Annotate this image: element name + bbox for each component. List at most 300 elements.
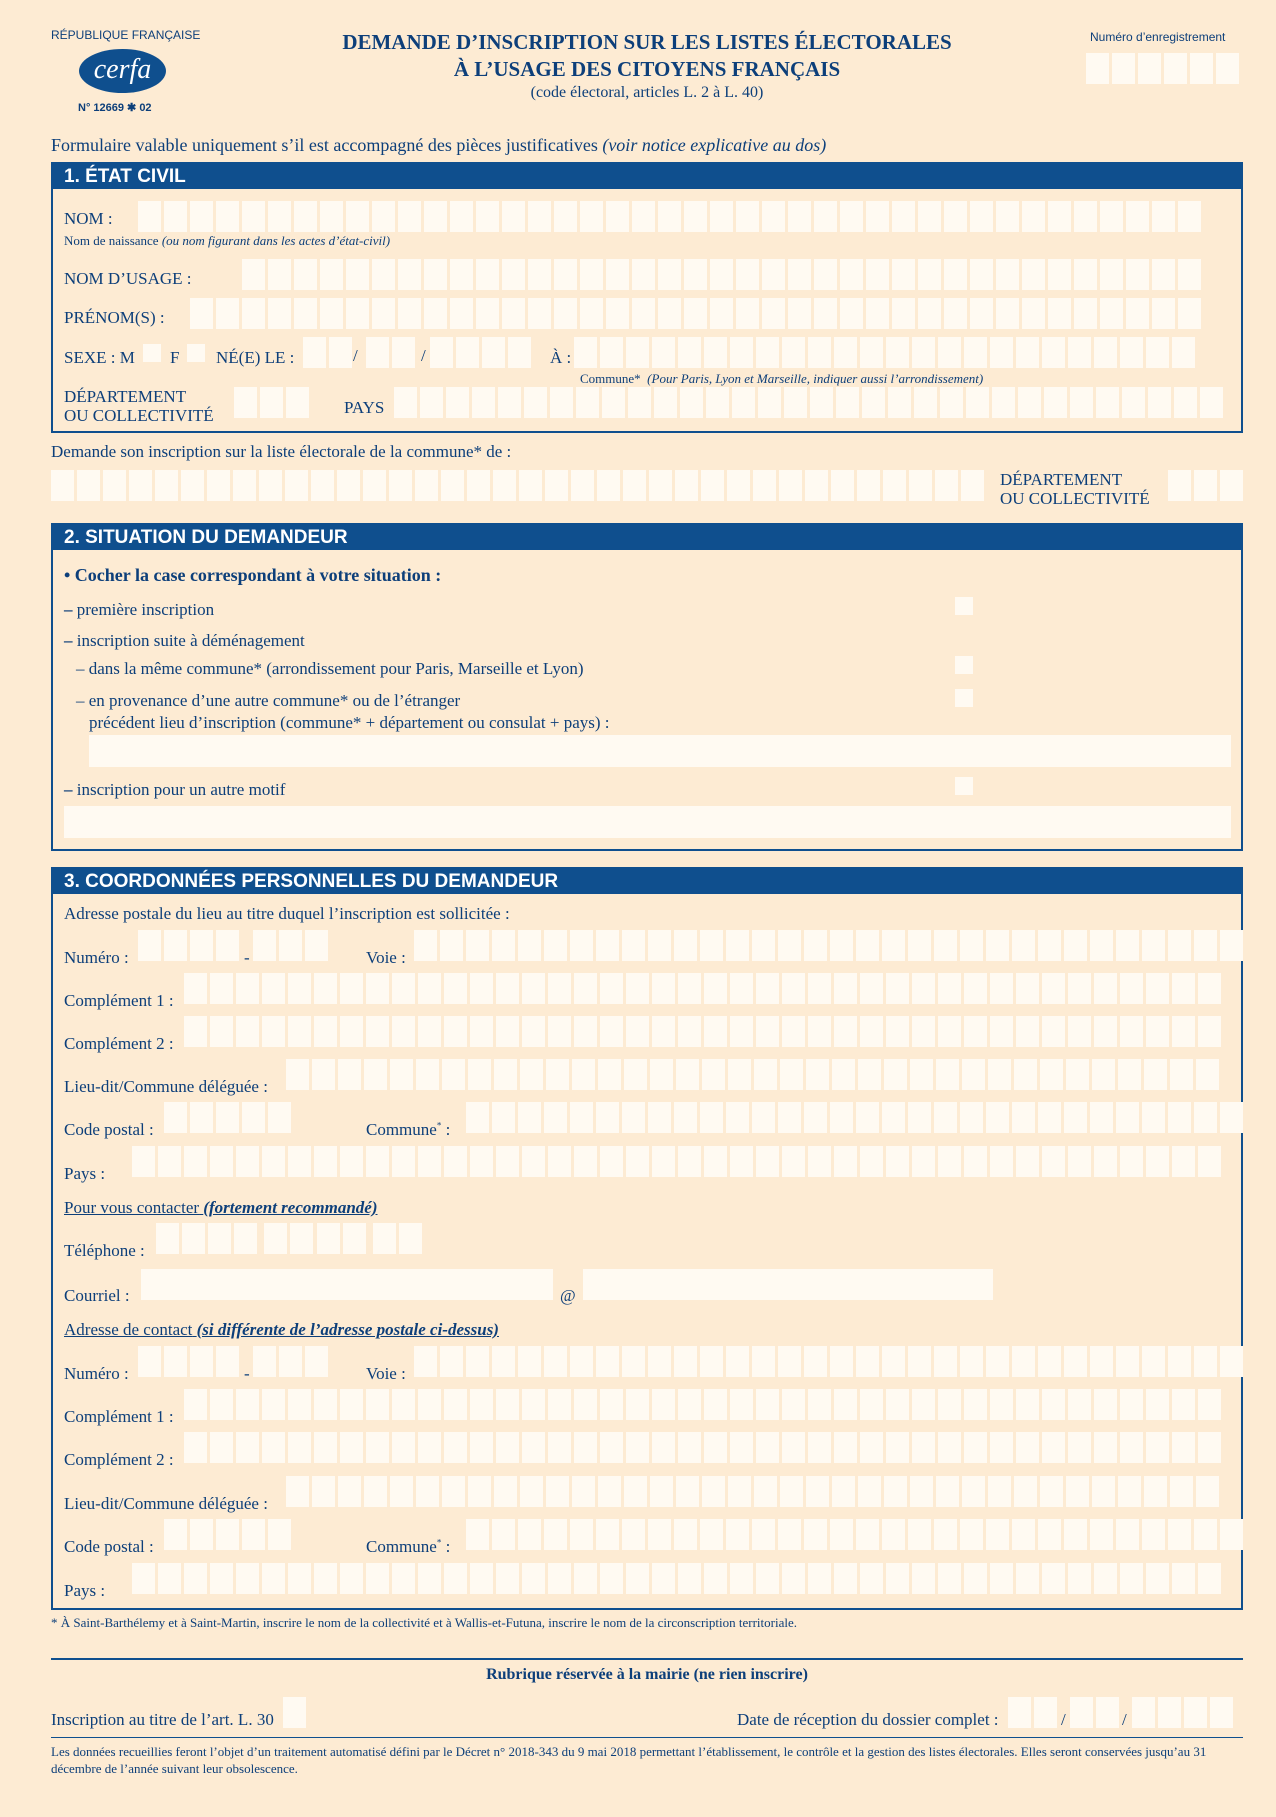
char-box[interactable] xyxy=(390,1059,413,1090)
char-box[interactable] xyxy=(1092,1476,1115,1507)
char-box[interactable] xyxy=(1172,1016,1195,1047)
char-box[interactable] xyxy=(606,201,629,232)
char-box[interactable] xyxy=(311,470,334,501)
char-box[interactable] xyxy=(834,973,857,1004)
char-box[interactable] xyxy=(1038,1102,1061,1133)
char-box[interactable] xyxy=(450,259,473,290)
contact-pays-field[interactable] xyxy=(132,1563,1221,1594)
char-box[interactable] xyxy=(184,1146,207,1177)
char-box[interactable] xyxy=(780,1476,803,1507)
char-box[interactable] xyxy=(680,387,703,418)
char-box[interactable] xyxy=(970,259,993,290)
char-box[interactable] xyxy=(600,1389,623,1420)
commune-field[interactable] xyxy=(466,1102,1243,1133)
char-box[interactable] xyxy=(1178,298,1201,329)
char-box[interactable] xyxy=(470,1432,493,1463)
char-box[interactable] xyxy=(522,1016,545,1047)
char-box[interactable] xyxy=(444,1563,467,1594)
contact-numero-suffix-field[interactable] xyxy=(253,1346,328,1377)
char-box[interactable] xyxy=(756,973,779,1004)
char-box[interactable] xyxy=(398,259,421,290)
char-box[interactable] xyxy=(886,1432,909,1463)
char-box[interactable] xyxy=(210,973,233,1004)
char-box[interactable] xyxy=(494,1476,517,1507)
char-box[interactable] xyxy=(290,1223,313,1254)
char-box[interactable] xyxy=(548,973,571,1004)
char-box[interactable] xyxy=(570,930,593,961)
char-box[interactable] xyxy=(674,1102,697,1133)
char-box[interactable] xyxy=(944,259,967,290)
char-box[interactable] xyxy=(496,1146,519,1177)
char-box[interactable] xyxy=(996,298,1019,329)
char-box[interactable] xyxy=(1170,1059,1193,1090)
precedent-lieu-field[interactable] xyxy=(89,735,1231,767)
char-box[interactable] xyxy=(882,1519,905,1550)
char-box[interactable] xyxy=(883,470,906,501)
char-box[interactable] xyxy=(858,1476,881,1507)
char-box[interactable] xyxy=(184,973,207,1004)
contact-complement2-field[interactable] xyxy=(184,1432,1221,1463)
char-box[interactable] xyxy=(470,1389,493,1420)
char-box[interactable] xyxy=(548,1146,571,1177)
char-box[interactable] xyxy=(908,1102,931,1133)
char-box[interactable] xyxy=(834,1432,857,1463)
char-box[interactable] xyxy=(730,337,753,368)
char-box[interactable] xyxy=(1194,1102,1217,1133)
char-box[interactable] xyxy=(882,930,905,961)
char-box[interactable] xyxy=(303,337,326,368)
char-box[interactable] xyxy=(496,1016,519,1047)
char-box[interactable] xyxy=(1194,930,1217,961)
char-box[interactable] xyxy=(730,1016,753,1047)
char-box[interactable] xyxy=(806,1476,829,1507)
char-box[interactable] xyxy=(934,1102,957,1133)
birth-day-field[interactable] xyxy=(303,337,352,368)
char-box[interactable] xyxy=(522,1563,545,1594)
char-box[interactable] xyxy=(164,201,187,232)
char-box[interactable] xyxy=(674,930,697,961)
char-box[interactable] xyxy=(1016,1432,1039,1463)
char-box[interactable] xyxy=(288,1146,311,1177)
char-box[interactable] xyxy=(546,1059,569,1090)
char-box[interactable] xyxy=(158,1563,181,1594)
char-box[interactable] xyxy=(1012,1519,1035,1550)
char-box[interactable] xyxy=(346,298,369,329)
char-box[interactable] xyxy=(970,201,993,232)
char-box[interactable] xyxy=(908,930,931,961)
char-box[interactable] xyxy=(988,1059,1011,1090)
char-box[interactable] xyxy=(288,1563,311,1594)
char-box[interactable] xyxy=(912,1432,935,1463)
char-box[interactable] xyxy=(830,1346,853,1377)
char-box[interactable] xyxy=(236,1563,259,1594)
char-box[interactable] xyxy=(782,1563,805,1594)
char-box[interactable] xyxy=(704,1389,727,1420)
char-box[interactable] xyxy=(210,1563,233,1594)
char-box[interactable] xyxy=(389,470,412,501)
char-box[interactable] xyxy=(520,1059,543,1090)
char-box[interactable] xyxy=(441,470,464,501)
char-box[interactable] xyxy=(574,1146,597,1177)
char-box[interactable] xyxy=(1070,387,1093,418)
char-box[interactable] xyxy=(912,1146,935,1177)
char-box[interactable] xyxy=(392,1563,415,1594)
char-box[interactable] xyxy=(860,337,883,368)
char-box[interactable] xyxy=(1116,1102,1139,1133)
char-box[interactable] xyxy=(597,470,620,501)
char-box[interactable] xyxy=(182,1223,205,1254)
char-box[interactable] xyxy=(892,201,915,232)
char-box[interactable] xyxy=(626,1016,649,1047)
pays-field[interactable] xyxy=(394,387,1223,418)
char-box[interactable] xyxy=(831,470,854,501)
char-box[interactable] xyxy=(236,1016,259,1047)
char-box[interactable] xyxy=(1042,1016,1065,1047)
char-box[interactable] xyxy=(658,201,681,232)
char-box[interactable] xyxy=(372,259,395,290)
char-box[interactable] xyxy=(622,1519,645,1550)
char-box[interactable] xyxy=(416,1059,439,1090)
char-box[interactable] xyxy=(606,298,629,329)
char-box[interactable] xyxy=(886,1146,909,1177)
char-box[interactable] xyxy=(574,1432,597,1463)
char-box[interactable] xyxy=(866,201,889,232)
complement2-field[interactable] xyxy=(184,1016,1221,1047)
char-box[interactable] xyxy=(1074,201,1097,232)
char-box[interactable] xyxy=(966,387,989,418)
char-box[interactable] xyxy=(1022,298,1045,329)
char-box[interactable] xyxy=(912,1563,935,1594)
char-box[interactable] xyxy=(1198,1563,1221,1594)
char-box[interactable] xyxy=(944,298,967,329)
char-box[interactable] xyxy=(814,201,837,232)
char-box[interactable] xyxy=(944,201,967,232)
char-box[interactable] xyxy=(752,1346,775,1377)
char-box[interactable] xyxy=(834,1563,857,1594)
char-box[interactable] xyxy=(856,930,879,961)
char-box[interactable] xyxy=(1220,1346,1243,1377)
char-box[interactable] xyxy=(684,259,707,290)
char-box[interactable] xyxy=(964,1146,987,1177)
char-box[interactable] xyxy=(830,1519,853,1550)
char-box[interactable] xyxy=(756,1389,779,1420)
char-box[interactable] xyxy=(1168,930,1191,961)
char-box[interactable] xyxy=(544,1519,567,1550)
char-box[interactable] xyxy=(1152,201,1175,232)
meme-commune-checkbox[interactable] xyxy=(955,656,973,674)
voie-field[interactable] xyxy=(414,930,1243,961)
char-box[interactable] xyxy=(340,1389,363,1420)
telephone-field-2[interactable] xyxy=(208,1223,257,1254)
char-box[interactable] xyxy=(758,387,781,418)
char-box[interactable] xyxy=(886,337,909,368)
char-box[interactable] xyxy=(674,1519,697,1550)
char-box[interactable] xyxy=(502,298,525,329)
char-box[interactable] xyxy=(778,1519,801,1550)
sexe-m-checkbox[interactable] xyxy=(143,344,161,362)
char-box[interactable] xyxy=(1068,1563,1091,1594)
char-box[interactable] xyxy=(1194,1519,1217,1550)
char-box[interactable] xyxy=(860,1389,883,1420)
char-box[interactable] xyxy=(1144,1059,1167,1090)
char-box[interactable] xyxy=(1042,973,1065,1004)
char-box[interactable] xyxy=(1064,930,1087,961)
char-box[interactable] xyxy=(648,1346,671,1377)
char-box[interactable] xyxy=(884,1059,907,1090)
char-box[interactable] xyxy=(676,1476,699,1507)
char-box[interactable] xyxy=(1126,201,1149,232)
char-box[interactable] xyxy=(466,1346,489,1377)
char-box[interactable] xyxy=(236,1432,259,1463)
char-box[interactable] xyxy=(918,298,941,329)
char-box[interactable] xyxy=(314,1563,337,1594)
char-box[interactable] xyxy=(430,337,453,368)
char-box[interactable] xyxy=(934,930,957,961)
char-box[interactable] xyxy=(600,1016,623,1047)
char-box[interactable] xyxy=(704,1016,727,1047)
char-box[interactable] xyxy=(1074,259,1097,290)
char-box[interactable] xyxy=(1146,337,1169,368)
char-box[interactable] xyxy=(652,1432,675,1463)
char-box[interactable] xyxy=(340,1563,363,1594)
char-box[interactable] xyxy=(814,259,837,290)
char-box[interactable] xyxy=(1094,1389,1117,1420)
numero-field[interactable] xyxy=(138,930,239,961)
char-box[interactable] xyxy=(456,337,479,368)
char-box[interactable] xyxy=(908,1519,931,1550)
char-box[interactable] xyxy=(518,930,541,961)
char-box[interactable] xyxy=(996,201,1019,232)
char-box[interactable] xyxy=(546,1476,569,1507)
char-box[interactable] xyxy=(730,1432,753,1463)
autre-commune-checkbox[interactable] xyxy=(955,689,973,707)
char-box[interactable] xyxy=(936,1059,959,1090)
char-box[interactable] xyxy=(418,1146,441,1177)
char-box[interactable] xyxy=(934,1346,957,1377)
char-box[interactable] xyxy=(496,973,519,1004)
char-box[interactable] xyxy=(1100,201,1123,232)
char-box[interactable] xyxy=(992,387,1015,418)
char-box[interactable] xyxy=(990,973,1013,1004)
char-box[interactable] xyxy=(962,1059,985,1090)
char-box[interactable] xyxy=(548,1563,571,1594)
char-box[interactable] xyxy=(1142,1519,1165,1550)
contact-commune-field[interactable] xyxy=(466,1519,1243,1550)
char-box[interactable] xyxy=(678,337,701,368)
char-box[interactable] xyxy=(210,1432,233,1463)
char-box[interactable] xyxy=(572,1059,595,1090)
char-box[interactable] xyxy=(502,259,525,290)
char-box[interactable] xyxy=(990,1389,1013,1420)
char-box[interactable] xyxy=(996,259,1019,290)
char-box[interactable] xyxy=(866,259,889,290)
char-box[interactable] xyxy=(466,1102,489,1133)
char-box[interactable] xyxy=(314,1432,337,1463)
char-box[interactable] xyxy=(418,973,441,1004)
char-box[interactable] xyxy=(866,298,889,329)
char-box[interactable] xyxy=(1172,1563,1195,1594)
email-domain-field[interactable] xyxy=(583,1269,993,1300)
char-box[interactable] xyxy=(1146,1389,1169,1420)
char-box[interactable] xyxy=(398,298,421,329)
char-box[interactable] xyxy=(964,973,987,1004)
char-box[interactable] xyxy=(366,1432,389,1463)
char-box[interactable] xyxy=(808,973,831,1004)
char-box[interactable] xyxy=(184,1389,207,1420)
char-box[interactable] xyxy=(678,1016,701,1047)
char-box[interactable] xyxy=(700,930,723,961)
char-box[interactable] xyxy=(496,1432,519,1463)
char-box[interactable] xyxy=(1126,259,1149,290)
char-box[interactable] xyxy=(935,470,958,501)
char-box[interactable] xyxy=(1068,1016,1091,1047)
char-box[interactable] xyxy=(279,930,302,961)
char-box[interactable] xyxy=(752,930,775,961)
char-box[interactable] xyxy=(286,1059,309,1090)
char-box[interactable] xyxy=(1116,1519,1139,1550)
char-box[interactable] xyxy=(652,337,675,368)
char-box[interactable] xyxy=(234,1223,257,1254)
char-box[interactable] xyxy=(392,973,415,1004)
char-box[interactable] xyxy=(882,1346,905,1377)
char-box[interactable] xyxy=(320,201,343,232)
char-box[interactable] xyxy=(700,1102,723,1133)
char-box[interactable] xyxy=(860,1563,883,1594)
char-box[interactable] xyxy=(470,1563,493,1594)
char-box[interactable] xyxy=(1146,1563,1169,1594)
char-box[interactable] xyxy=(990,1016,1013,1047)
char-box[interactable] xyxy=(652,1016,675,1047)
char-box[interactable] xyxy=(77,470,100,501)
char-box[interactable] xyxy=(1178,201,1201,232)
char-box[interactable] xyxy=(704,337,727,368)
char-box[interactable] xyxy=(808,1563,831,1594)
char-box[interactable] xyxy=(726,1102,749,1133)
char-box[interactable] xyxy=(1196,1476,1219,1507)
char-box[interactable] xyxy=(262,1563,285,1594)
char-box[interactable] xyxy=(522,1389,545,1420)
char-box[interactable] xyxy=(1094,973,1117,1004)
char-box[interactable] xyxy=(960,1102,983,1133)
char-box[interactable] xyxy=(1016,1016,1039,1047)
char-box[interactable] xyxy=(181,470,204,501)
commune-inscription-field[interactable] xyxy=(51,470,984,501)
char-box[interactable] xyxy=(544,930,567,961)
char-box[interactable] xyxy=(340,1432,363,1463)
char-box[interactable] xyxy=(678,1563,701,1594)
char-box[interactable] xyxy=(312,1476,335,1507)
char-box[interactable] xyxy=(840,259,863,290)
char-box[interactable] xyxy=(804,1346,827,1377)
char-box[interactable] xyxy=(392,337,415,368)
char-box[interactable] xyxy=(1118,1059,1141,1090)
char-box[interactable] xyxy=(1198,1146,1221,1177)
char-box[interactable] xyxy=(1096,387,1119,418)
code-postal-field[interactable] xyxy=(164,1102,291,1133)
char-box[interactable] xyxy=(862,387,885,418)
char-box[interactable] xyxy=(492,930,515,961)
char-box[interactable] xyxy=(1016,1146,1039,1177)
char-box[interactable] xyxy=(572,1476,595,1507)
char-box[interactable] xyxy=(814,298,837,329)
char-box[interactable] xyxy=(392,1146,415,1177)
char-box[interactable] xyxy=(938,973,961,1004)
char-box[interactable] xyxy=(305,930,328,961)
char-box[interactable] xyxy=(622,1102,645,1133)
char-box[interactable] xyxy=(522,1432,545,1463)
char-box[interactable] xyxy=(762,201,785,232)
char-box[interactable] xyxy=(528,259,551,290)
char-box[interactable] xyxy=(268,201,291,232)
char-box[interactable] xyxy=(158,1146,181,1177)
char-box[interactable] xyxy=(856,1102,879,1133)
char-box[interactable] xyxy=(372,298,395,329)
char-box[interactable] xyxy=(600,1563,623,1594)
demande-departement-field[interactable] xyxy=(1168,470,1243,501)
char-box[interactable] xyxy=(528,201,551,232)
char-box[interactable] xyxy=(856,1346,879,1377)
char-box[interactable] xyxy=(424,201,447,232)
pays-field[interactable] xyxy=(132,1146,1221,1177)
char-box[interactable] xyxy=(236,1389,259,1420)
char-box[interactable] xyxy=(752,1519,775,1550)
char-box[interactable] xyxy=(548,1432,571,1463)
char-box[interactable] xyxy=(596,1346,619,1377)
contact-complement1-field[interactable] xyxy=(184,1389,1221,1420)
char-box[interactable] xyxy=(216,1346,239,1377)
char-box[interactable] xyxy=(164,1346,187,1377)
char-box[interactable] xyxy=(366,973,389,1004)
char-box[interactable] xyxy=(366,1563,389,1594)
char-box[interactable] xyxy=(804,1102,827,1133)
char-box[interactable] xyxy=(808,337,831,368)
char-box[interactable] xyxy=(544,1346,567,1377)
char-box[interactable] xyxy=(253,1346,276,1377)
char-box[interactable] xyxy=(1142,1346,1165,1377)
nom-usage-field[interactable] xyxy=(242,259,1201,290)
char-box[interactable] xyxy=(1094,1563,1117,1594)
char-box[interactable] xyxy=(600,1146,623,1177)
autre-motif-field[interactable] xyxy=(64,806,1231,838)
char-box[interactable] xyxy=(418,1389,441,1420)
contact-numero-field[interactable] xyxy=(138,1346,239,1377)
char-box[interactable] xyxy=(373,1223,396,1254)
char-box[interactable] xyxy=(710,259,733,290)
telephone-field-3[interactable] xyxy=(264,1223,313,1254)
char-box[interactable] xyxy=(908,1346,931,1377)
char-box[interactable] xyxy=(622,930,645,961)
char-box[interactable] xyxy=(288,1432,311,1463)
char-box[interactable] xyxy=(132,1563,155,1594)
char-box[interactable] xyxy=(1048,201,1071,232)
birth-month-field[interactable] xyxy=(366,337,415,368)
char-box[interactable] xyxy=(450,201,473,232)
char-box[interactable] xyxy=(964,1563,987,1594)
char-box[interactable] xyxy=(314,973,337,1004)
char-box[interactable] xyxy=(414,1346,437,1377)
char-box[interactable] xyxy=(329,337,352,368)
char-box[interactable] xyxy=(624,1059,647,1090)
char-box[interactable] xyxy=(912,1016,935,1047)
char-box[interactable] xyxy=(918,201,941,232)
char-box[interactable] xyxy=(468,1059,491,1090)
char-box[interactable] xyxy=(804,1519,827,1550)
char-box[interactable] xyxy=(964,1389,987,1420)
char-box[interactable] xyxy=(418,1016,441,1047)
char-box[interactable] xyxy=(710,201,733,232)
nom-field[interactable] xyxy=(138,201,1201,232)
char-box[interactable] xyxy=(964,337,987,368)
